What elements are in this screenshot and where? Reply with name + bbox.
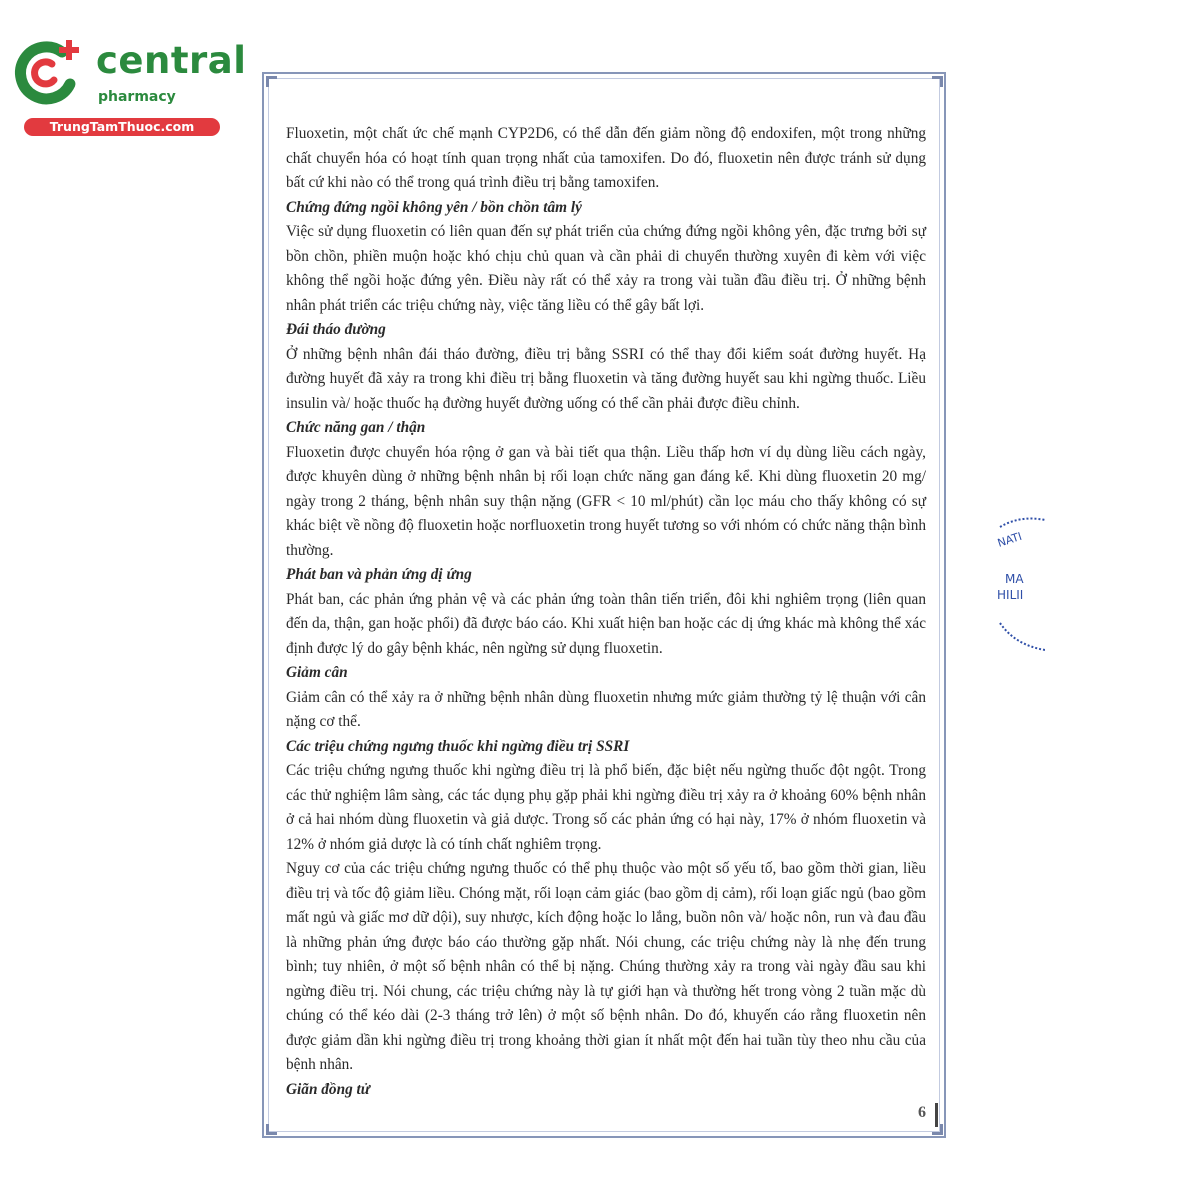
page-number: 6 [918,1104,926,1121]
paragraph: Nguy cơ của các triệu chứng ngưng thuốc có thể phụ thuộc vào một số yếu tố, bao gồm thời gian, liều điều trị và tốc độ giảm liều. Chóng mặt, rối loạn cảm giác (bao gồm dị cảm), rối loạn giấc ngủ (bao gồm mất ngủ và giấc mơ dữ dội), suy nhược, kích động hoặc lo lắng, buồn nôn và/ hoặc nôn, run và đau đầu là những phản ứng được báo cáo thường gặp nhất. Nói chung, các triệu chứng này là nhẹ đến trung bình; tuy nhiên, ở một số bệnh nhân có thể bị nặng. Chúng thường xảy ra trong vài ngày đầu sau khi ngừng điều trị. Nói chung, các triệu chứng này là tự giới hạn và thường hết trong vòng 2 tuần mặc dù chúng có thể kéo dài (2-3 tháng trở lên) ở một số bệnh nhân. Do đó, khuyến cáo rằng fluoxetin nên được giảm dần khi ngừng điều trị trong khoảng thời gian ít nhất một đến hai tuần tùy theo nhu cầu của bệnh nhân. [286,860,926,1073]
frame-corner-bottom-left [266,1124,277,1135]
document-body [286,122,926,1102]
section-heading: Đái tháo đường [286,321,386,338]
section-heading: Chứng đứng ngồi không yên / bồn chồn tâm lý [286,198,582,216]
central-pharmacy-logo [10,38,247,138]
svg-text:NATI: NATI [995,529,1024,550]
frame-corner-top-right [932,76,943,87]
section-heading: Giãn đồng tử [286,1080,370,1098]
svg-text:HILII: HILII [997,588,1024,602]
central-logo-icon [10,38,88,108]
logo-wordmark: central [96,39,247,82]
paragraph: Các triệu chứng ngưng thuốc khi ngừng điều trị là phổ biến, đặc biệt nếu ngừng thuốc đột ngột. Trong các thử nghiệm lâm sàng, các tác dụng phụ gặp phải khi ngừng điều trị xảy ra ở khoảng 60% bệnh nhân ở cả hai nhóm dùng fluoxetin và giả dược. Trong số các phản ứng có hại này, 17% ở nhóm fluoxetin và 12% ở nhóm giả dược là có tính chất nghiêm trọng. [286,762,926,853]
paragraph: Phát ban, các phản ứng phản vệ và các phản ứng toàn thân tiến triển, đôi khi nghiêm trọng (liên quan đến da, thận, gan hoặc phổi) đã được báo cáo. Khi xuất hiện ban hoặc các dị ứng khác mà không thể xác định được lý do gây bệnh khác, nên ngừng sử dụng fluoxetin. [286,590,926,657]
logo-subtitle: pharmacy [98,89,176,105]
paragraph: Fluoxetin, một chất ức chế mạnh CYP2D6, có thể dẫn đến giảm nồng độ endoxifen, một trong những chất chuyển hóa có hoạt tính quan trọng nhất của tamoxifen. Do đó, fluoxetin nên được tránh sử dụng bất cứ khi nào có thể trong quá trình điều trị bằng tamoxifen. [286,125,926,191]
svg-text:MA: MA [1005,572,1024,586]
official-stamp-partial [985,505,1045,665]
paragraph: Giảm cân có thể xảy ra ở những bệnh nhân dùng fluoxetin nhưng mức giảm thường tỷ lệ thuận với cân nặng cơ thể. [286,688,926,730]
section-heading: Giảm cân [286,664,348,681]
page-number-marker [935,1103,938,1127]
section-heading: Phát ban và phản ứng dị ứng [286,566,472,583]
paragraph: Ở những bệnh nhân đái tháo đường, điều trị bằng SSRI có thể thay đổi kiểm soát đường huyết. Hạ đường huyết đã xảy ra trong khi điều trị bằng fluoxetin và tăng đường huyết sau khi ngừng thuốc. Liều insulin và/ hoặc thuốc hạ đường huyết đường uống có thể cần phải được điều chỉnh. [286,345,926,412]
paragraph: Việc sử dụng fluoxetin có liên quan đến sự phát triển của chứng đứng ngồi không yên, đặc trưng bởi sự bồn chồn, phiền muộn hoặc khó chịu chủ quan và cần phải di chuyển thường xuyên đi kèm với việc không thể ngồi hoặc đứng yên. Điều này rất có thể xảy ra trong vài tuần đầu điều trị. Ở những bệnh nhân phát triển các triệu chứng này, việc tăng liều có thể gây bất lợi. [286,223,926,314]
frame-corner-top-left [266,76,277,87]
section-heading: Các triệu chứng ngưng thuốc khi ngừng điều trị SSRI [286,737,630,755]
paragraph: Fluoxetin được chuyển hóa rộng ở gan và bài tiết qua thận. Liều thấp hơn ví dụ dùng liều cách ngày, được khuyên dùng ở những bệnh nhân bị rối loạn chức năng gan đáng kể. Khi dùng fluoxetin 20 mg/ ngày trong 2 tháng, bệnh nhân suy thận nặng (GFR < 10 ml/phút) cần lọc máu cho thấy không có sự khác biệt về nồng độ fluoxetin hoặc norfluoxetin trong huyết tương so với nhóm có chức năng thận bình thường. [286,443,926,559]
section-heading: Chức năng gan / thận [286,419,426,436]
logo-url-banner: TrungTamThuoc.com [24,118,220,136]
